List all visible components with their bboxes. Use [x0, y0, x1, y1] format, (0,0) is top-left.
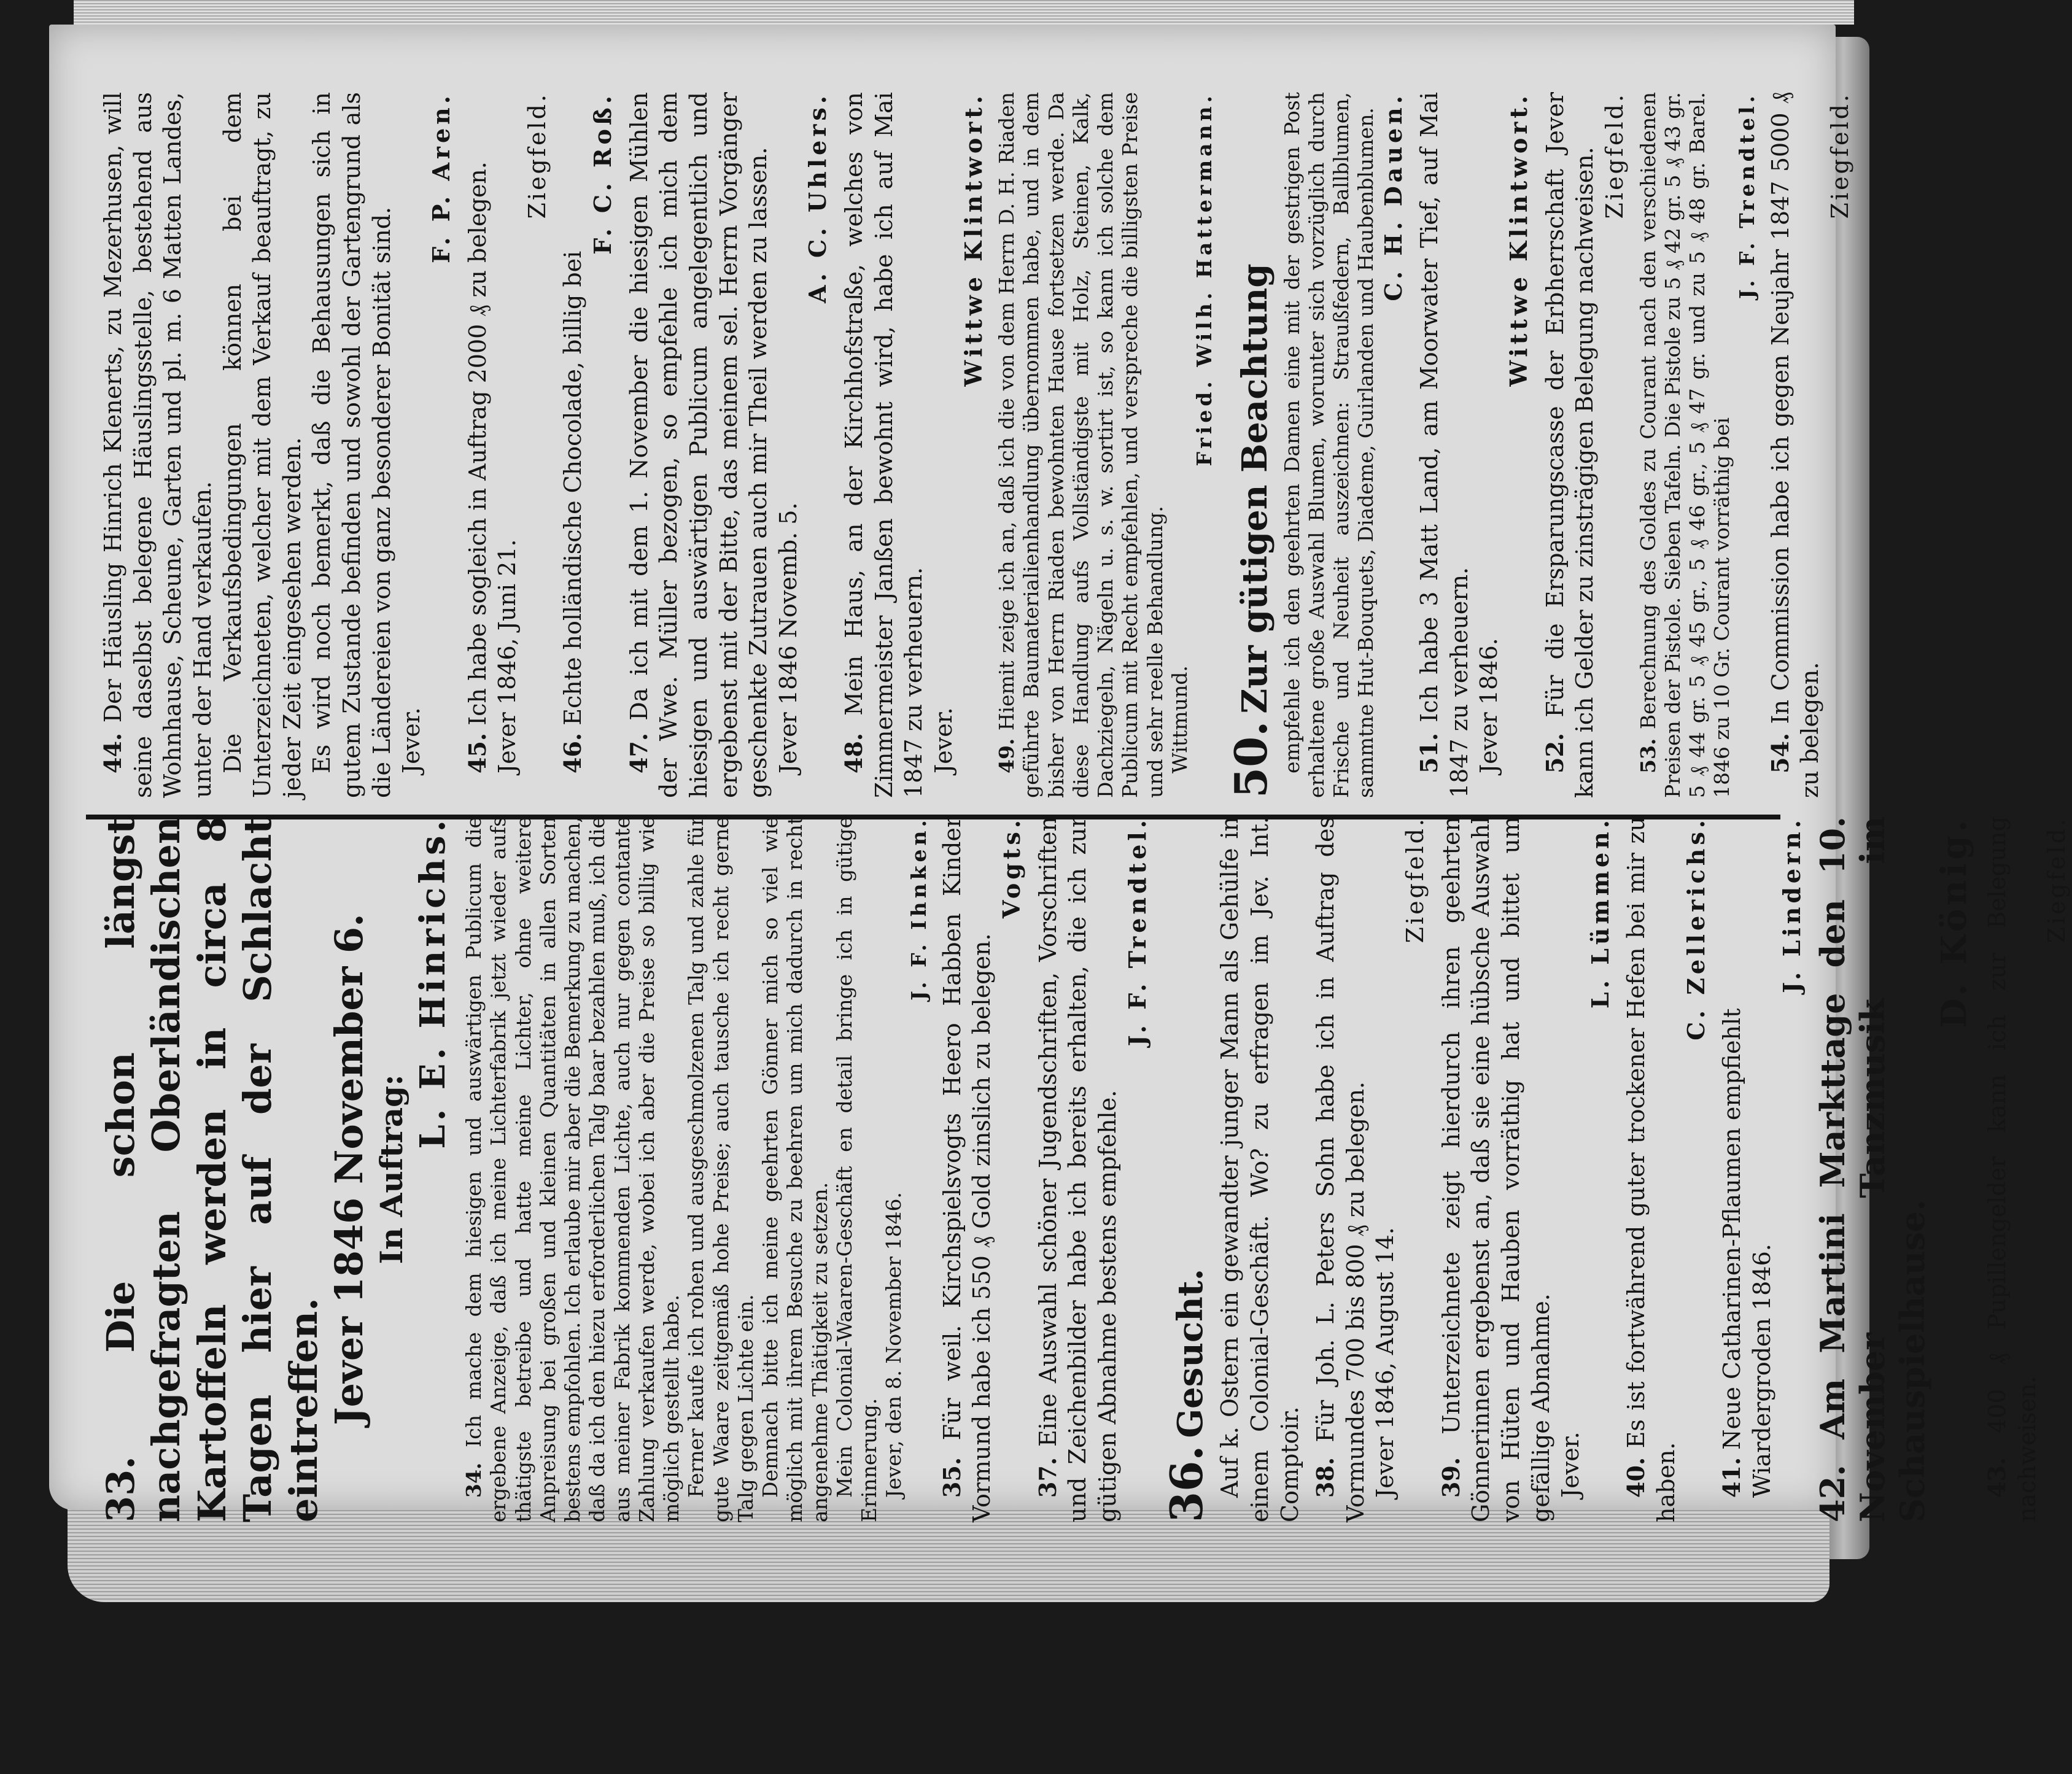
ad-34: [462, 816, 931, 1522]
ad-place: Jever.: [929, 707, 957, 773]
ad-signature: Wittwe Klintwort.: [959, 92, 987, 387]
ad-signature: F. C. Roß.: [589, 92, 616, 255]
ad-37: [1033, 816, 1153, 1522]
ad-number: 54.: [1766, 732, 1794, 773]
ad-signature: J. F. Ihnken.: [906, 816, 931, 1001]
ad-49: [995, 92, 1217, 798]
ad-text: Hiemit zeige ich an, daß ich die von dem Herrn D. H. Riaden geführte Baumaterialienhandlung übernommen habe, und in dem bisher von Herrn Riaden bewohnten Hause fortsetzen werde. Da diese Handlung aufs Vollständigste mit Holz, Steinen, Kalk, Dachziegeln, Nägeln u. s. w. sortirt ist, so kann ich solche dem Publicum mit Recht empfehlen, und verspreche die billigsten Preise und sehr reelle Behandlung.: [995, 92, 1167, 798]
ad-signature: J. F. Trendtel.: [1734, 92, 1759, 299]
ad-place: Jever.: [398, 707, 425, 773]
ad-44: [98, 92, 457, 798]
ad-41: [1717, 816, 1807, 1522]
page-edges-top: [74, 0, 1854, 25]
ad-date: Jever, den 8. November 1846.: [882, 1191, 906, 1498]
ad-text-2: Ferner kaufe ich rohen und ausgeschmolzenen Talg und zahle für gute Waare zeitgemäß hohe Preise; auch tausche ich recht gerne Talg gegen Lichte ein.: [684, 816, 758, 1522]
ad-signature: Fried. Wilh. Hattermann.: [1192, 92, 1217, 467]
ad-text: empfehle ich den geehrten Damen eine mit der gestrigen Post erhaltene große Auswahl Blumen, worunter sich vorzüglich durch Frische und Neuheit auszeichnen: Straußfedern, Ballblumen, sammtne Hut-Bouquets, Diademe, Guirlanden und Haubenblumen.: [1279, 92, 1378, 798]
ad-text: Eine Auswahl schöner Jugendschriften, Vorschriften und Zeichenbilder habe ich bereits erhalten, die ich zur gütigen Abnahme bestens empfehle.: [1034, 816, 1121, 1522]
ad-text: Ich mache dem hiesigen und auswärtigen Publicum die ergebene Anzeige, daß ich meine Lichterfabrik jetzt wieder aufs thätigste betreibe und hatte meine Lichter, ohne weitere Anpreisung bei großen und kleinen Quantitäten in allen Sorten bestens empfohlen. Ich erlaube mir aber die Bemerkung zu machen, daß da ich den hiezu erforderlichen Talg baar bezahlen muß, ich die aus meiner Fabrik kommenden Lichte, auch nur gegen contante Zahlung verkaufen werde, wobei ich aber die Preise so billig wie möglich gestellt habe.: [462, 816, 684, 1522]
ad-text: Der Häusling Hinrich Klenerts, zu Mezerhusen, will seine daselbst belegene Häuslingsstelle, bestehend aus Wohnhause, Scheune, Garten und pl. m. 6 Matten Landes, unter der Hand verkaufen.: [99, 92, 216, 798]
ad-place: Wittmund.: [1167, 665, 1192, 773]
ad-number: 52.: [1540, 732, 1569, 773]
ad-number: 44.: [99, 732, 126, 773]
ad-43: [1982, 816, 2072, 1522]
ad-number: 38.: [1311, 1457, 1340, 1498]
ad-text: 400 ₰ Pupillengelder kann ich zur Belegung nachweisen.: [1984, 816, 2041, 1522]
ad-text-2: Die Verkaufsbedingungen können bei dem Unterzeichneten, welcher mit dem Verkauf beauftragt, zu jeder Zeit eingesehen werden.: [219, 92, 306, 798]
ad-45: [463, 92, 553, 798]
ad-text-3: Es wird noch bemerkt, daß die Behausungen sich in gutem Zustande befinden und sowohl der Gartengrund als die Ländereien von ganz besonderer Bonität sind.: [308, 92, 395, 798]
ad-signature: J. Lindern.: [1777, 816, 1806, 993]
ad-39: [1437, 816, 1616, 1522]
ad-signature: L. E. Hinrichs.: [413, 816, 454, 1149]
ad-text: Auf k. Ostern ein gewandter junger Mann als Gehülfe in einem Colonial-Geschäft. Wo? zu erfragen im Jev. Int. Comptoir.: [1216, 816, 1303, 1522]
ad-number: 34.: [462, 1462, 486, 1498]
ad-number: 35.: [937, 1457, 966, 1498]
ad-signature: D. König.: [1933, 816, 1974, 1028]
ad-date: Jever 1846.: [1475, 638, 1503, 773]
ad-number: 47.: [624, 732, 653, 773]
ad-text: Unterzeichnete zeigt hierdurch ihren geehrten Gönnerinnen ergebenst an, daß sie eine hübsche Auswahl von Hüten und Hauben vorräthig hat und bittet um gefällige Abnahme.: [1437, 816, 1554, 1522]
ad-51: [1414, 92, 1534, 798]
ad-number: 42.: [1813, 1465, 1853, 1522]
ad-signature: F. P. Aren.: [427, 92, 455, 263]
ad-signature: J. F. Trendtel.: [1123, 816, 1151, 1047]
ad-number: 41.: [1718, 1457, 1746, 1498]
ad-46: [558, 92, 618, 798]
ad-number: 46.: [559, 732, 587, 773]
ad-signature: Ziegfeld.: [1402, 816, 1429, 943]
ad-number: 33.: [98, 1456, 143, 1522]
ad-number: 49.: [995, 738, 1019, 773]
ad-number: 37.: [1033, 1457, 1061, 1498]
ad-signature: L. Lümmen.: [1586, 816, 1614, 1009]
ad-date: Jever 1846, Juni 21.: [494, 539, 521, 773]
rotated-newspaper-content: [98, 74, 2071, 1547]
ad-52: [1540, 92, 1630, 798]
ad-text: Für Joh. L. Peters Sohn habe ich in Auftrag des Vormundes 700 bis 800 ₰ zu belegen.: [1312, 816, 1369, 1522]
ad-text-4: Mein Colonial-Waaren-Geschäft en detail bringe ich in gütige Erinnerung.: [832, 816, 882, 1522]
ad-date: Jever 1846, August 14.: [1372, 1227, 1399, 1498]
ad-38: [1311, 816, 1430, 1522]
ad-number: 53.: [1635, 738, 1660, 773]
ad-place: Jever.: [1557, 1431, 1585, 1498]
ad-text: Für die Ersparungscasse der Erbherrschaft Jever kann ich Gelder zu zinsträgigen Belegung nachweisen.: [1541, 92, 1599, 798]
ad-number: 39.: [1437, 1457, 1465, 1498]
ad-54: [1766, 92, 1855, 798]
ad-text: Mein Haus, an der Kirchhofstraße, welches von Zimmermeister Janßen bewohnt wird, habe ich auf Mai 1847 zu verheuern.: [840, 92, 928, 798]
ad-40: [1621, 816, 1711, 1522]
ad-text: In Commission habe ich gegen Neujahr 1847 5000 ₰ zu belegen.: [1766, 92, 1824, 798]
ad-signature: Wittwe Klintwort.: [1505, 92, 1533, 387]
ad-number: 40.: [1622, 1457, 1650, 1498]
ad-number: 51.: [1415, 732, 1443, 773]
ad-place: Wiardergroden 1846.: [1748, 1244, 1775, 1498]
ad-text: Berechnung des Goldes zu Courant nach den verschiedenen Preisen der Pistole. Sieben Tafeln. Die Pistole zu 5 ₰ 42 gr. 5 ₰ 43 gr. 5 ₰ 44 gr. 5 ₰ 45 gr., 5 ₰ 46 gr., 5 ₰ 47 gr. und zu 5 ₰ 48 gr. Barel. 1846 zu 10 Gr. Courant vorräthig bei: [1635, 92, 1734, 798]
ad-text: Es ist fortwährend guter trockener Hefen bei mir zu haben.: [1623, 816, 1680, 1522]
ad-signature: Ziegfeld.: [1826, 92, 1854, 219]
ad-35: [937, 816, 1027, 1522]
ad-headline: Am Martini Markttage den 10. November Tanzmusik im Schauspielhause.: [1813, 816, 1932, 1522]
ad-headline: Die schon längst nachgefragten Oberländischen Kartoffeln werden in circa 8 Tagen hier auf der Schlacht eintreffen.: [98, 816, 326, 1522]
ad-text: Ich habe sogleich in Auftrag 2000 ₰ zu belegen.: [464, 161, 491, 726]
ad-47: [624, 92, 833, 798]
ad-53: [1636, 92, 1760, 798]
ad-signature: Ziegfeld.: [1601, 92, 1628, 219]
ad-date: Jever 1846 November 6.: [326, 913, 371, 1425]
ad-number: 48.: [840, 732, 867, 773]
ad-number: 50.: [1225, 721, 1278, 798]
ad-signature: Ziegfeld.: [523, 92, 551, 219]
ad-36: [1158, 816, 1305, 1522]
ad-note: In Auftrag:: [373, 1074, 410, 1265]
ad-text-3: Demnach bitte ich meine geehrten Gönner mich so viel wie möglich mit ihrem Besuche zu beehren um mich dadurch in recht angenehme Thätigkeit zu setzen.: [758, 816, 832, 1522]
ad-text: Neue Catharinen-Pflaumen empfiehlt: [1718, 1008, 1746, 1450]
right-column: [98, 92, 1854, 798]
ad-text: Echte holländische Chocolade, billig bei: [559, 250, 587, 726]
ad-48: [839, 92, 988, 798]
ad-signature: A. C. Uhlers.: [804, 92, 832, 303]
ad-date: Jever 1846 Novemb. 5.: [774, 502, 802, 773]
ad-headline: Gesucht.: [1170, 1268, 1211, 1438]
ad-text: Da ich mit dem 1. November die hiesigen Mühlen der Wwe. Müller bezogen, so empfehle ich mich dem hiesigen und auswärtigen Publicum angelegentlich und ergebenst mit der Bitte, das meinem sel. Herrn Vorgänger geschenkte Zutrauen auch mir Theil werden zu lassen.: [625, 92, 772, 798]
ad-50: [1223, 92, 1408, 798]
ad-number: 43.: [1983, 1457, 2011, 1498]
ad-33: [98, 816, 456, 1522]
ad-signature: C. Zellerichs.: [1682, 816, 1710, 1040]
ad-headline: Zur gütigen Beachtung: [1235, 263, 1276, 714]
left-column: [98, 816, 2071, 1522]
ad-signature: Vogts.: [998, 816, 1026, 919]
ad-42: [1813, 816, 1976, 1522]
ad-number: 45.: [463, 732, 491, 773]
ad-signature: Ziegfeld.: [2043, 816, 2071, 943]
ad-number: 36.: [1160, 1445, 1213, 1522]
ad-text: Für weil. Kirchspielsvogts Heero Habben Kinder Vormund habe ich 550 ₰ Gold zinslich zu belegen.: [938, 816, 996, 1522]
ad-signature: C. H. Dauen.: [1379, 92, 1407, 301]
ad-text: Ich habe 3 Matt Land, am Moorwater Tief, auf Mai 1847 zu verheuern.: [1416, 92, 1473, 798]
